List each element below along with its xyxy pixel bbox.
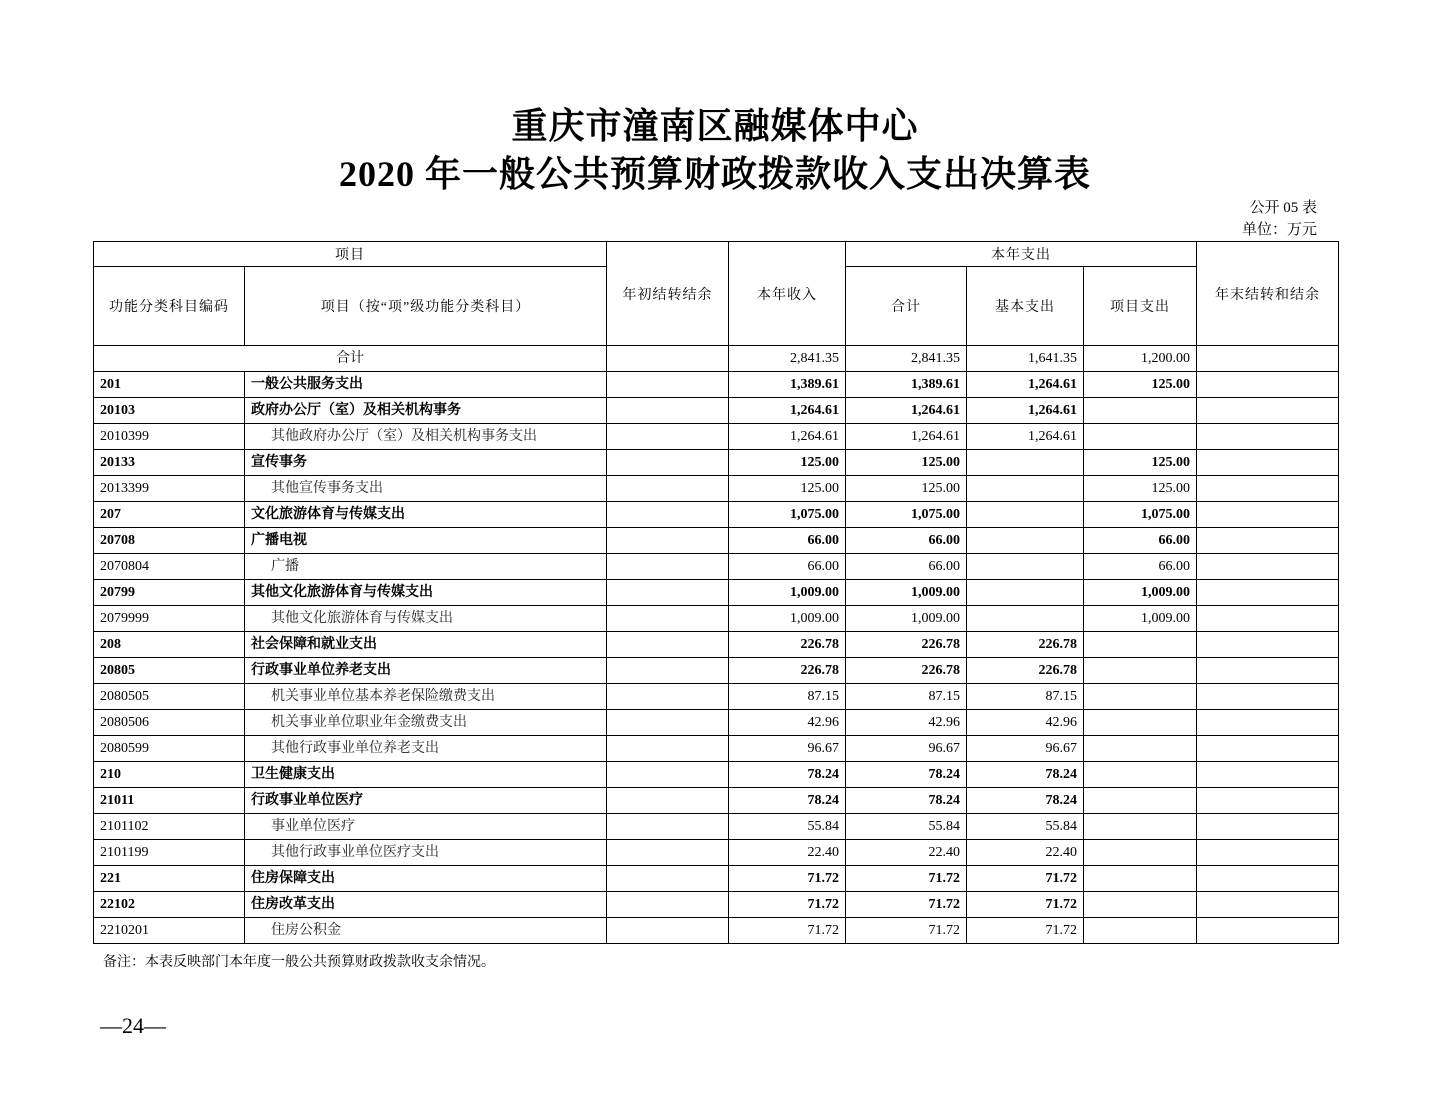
row-name: 宣传事务 <box>245 450 607 476</box>
total-label: 合计 <box>94 346 607 372</box>
row-income: 66.00 <box>729 528 846 554</box>
row-expense-basic: 71.72 <box>967 918 1084 944</box>
row-name: 行政事业单位医疗 <box>245 788 607 814</box>
row-opening <box>607 710 729 736</box>
total-opening <box>607 346 729 372</box>
row-name: 行政事业单位养老支出 <box>245 658 607 684</box>
row-opening <box>607 658 729 684</box>
row-name: 广播 <box>245 554 607 580</box>
header-project: 项目 <box>94 242 607 267</box>
row-name: 卫生健康支出 <box>245 762 607 788</box>
row-income: 71.72 <box>729 866 846 892</box>
row-opening <box>607 840 729 866</box>
row-name: 政府办公厅（室）及相关机构事务 <box>245 398 607 424</box>
total-closing <box>1197 346 1339 372</box>
row-closing <box>1197 710 1339 736</box>
row-expense-total: 1,389.61 <box>846 372 967 398</box>
row-income: 71.72 <box>729 918 846 944</box>
row-expense-basic <box>967 554 1084 580</box>
row-expense-project <box>1084 840 1197 866</box>
row-code: 21011 <box>94 788 245 814</box>
header-expense-total: 合计 <box>846 267 967 346</box>
row-expense-project <box>1084 892 1197 918</box>
header-closing-balance: 年末结转和结余 <box>1197 242 1339 346</box>
row-expense-total: 1,009.00 <box>846 606 967 632</box>
row-code: 20805 <box>94 658 245 684</box>
row-opening <box>607 398 729 424</box>
row-closing <box>1197 502 1339 528</box>
row-code: 207 <box>94 502 245 528</box>
row-expense-basic: 87.15 <box>967 684 1084 710</box>
header-opening-balance: 年初结转结余 <box>607 242 729 346</box>
table-row <box>94 736 1339 762</box>
row-expense-total: 66.00 <box>846 554 967 580</box>
row-expense-project <box>1084 814 1197 840</box>
row-income: 1,009.00 <box>729 580 846 606</box>
row-expense-basic: 71.72 <box>967 892 1084 918</box>
header-name: 项目（按“项”级功能分类科目） <box>245 267 607 346</box>
row-code: 20133 <box>94 450 245 476</box>
row-expense-total: 226.78 <box>846 632 967 658</box>
row-expense-total: 87.15 <box>846 684 967 710</box>
row-code: 20708 <box>94 528 245 554</box>
row-opening <box>607 372 729 398</box>
row-opening <box>607 632 729 658</box>
row-closing <box>1197 788 1339 814</box>
row-code: 2079999 <box>94 606 245 632</box>
row-name: 其他政府办公厅（室）及相关机构事务支出 <box>245 424 607 450</box>
table-row <box>94 658 1339 684</box>
row-expense-basic: 22.40 <box>967 840 1084 866</box>
row-expense-basic: 1,264.61 <box>967 424 1084 450</box>
row-closing <box>1197 372 1339 398</box>
total-expense-project: 1,200.00 <box>1084 346 1197 372</box>
table-row <box>94 632 1339 658</box>
row-name: 社会保障和就业支出 <box>245 632 607 658</box>
table-row <box>94 398 1339 424</box>
row-expense-total: 22.40 <box>846 840 967 866</box>
row-expense-basic: 1,264.61 <box>967 372 1084 398</box>
row-expense-project <box>1084 658 1197 684</box>
table-row <box>94 684 1339 710</box>
row-opening <box>607 528 729 554</box>
row-income: 78.24 <box>729 762 846 788</box>
row-expense-basic: 226.78 <box>967 658 1084 684</box>
row-expense-total: 71.72 <box>846 892 967 918</box>
row-expense-project <box>1084 866 1197 892</box>
row-closing <box>1197 528 1339 554</box>
row-expense-project: 1,009.00 <box>1084 606 1197 632</box>
row-name: 机关事业单位基本养老保险缴费支出 <box>245 684 607 710</box>
row-opening <box>607 736 729 762</box>
form-number: 公开 05 表 <box>1249 200 1317 216</box>
row-closing <box>1197 632 1339 658</box>
row-closing <box>1197 866 1339 892</box>
row-expense-project <box>1084 736 1197 762</box>
row-expense-basic <box>967 528 1084 554</box>
table-row <box>94 554 1339 580</box>
row-code: 20103 <box>94 398 245 424</box>
table-row <box>94 502 1339 528</box>
row-expense-total: 71.72 <box>846 918 967 944</box>
row-closing <box>1197 762 1339 788</box>
table-row <box>94 892 1339 918</box>
row-expense-project: 1,009.00 <box>1084 580 1197 606</box>
row-code: 2080505 <box>94 684 245 710</box>
row-opening <box>607 866 729 892</box>
row-name: 住房改革支出 <box>245 892 607 918</box>
row-expense-project: 66.00 <box>1084 554 1197 580</box>
row-expense-basic: 78.24 <box>967 762 1084 788</box>
table-row <box>94 372 1339 398</box>
header-code: 功能分类科目编码 <box>94 267 245 346</box>
footnote: 备注：本表反映部门本年度一般公共预算财政拨款收支余情况。 <box>103 955 495 970</box>
row-expense-project: 66.00 <box>1084 528 1197 554</box>
row-opening <box>607 554 729 580</box>
row-income: 42.96 <box>729 710 846 736</box>
row-income: 1,389.61 <box>729 372 846 398</box>
table-row <box>94 476 1339 502</box>
table-row <box>94 840 1339 866</box>
row-closing <box>1197 736 1339 762</box>
row-expense-total: 78.24 <box>846 788 967 814</box>
row-expense-project <box>1084 424 1197 450</box>
row-code: 2101199 <box>94 840 245 866</box>
budget-table <box>93 241 1339 944</box>
row-closing <box>1197 398 1339 424</box>
row-income: 78.24 <box>729 788 846 814</box>
row-expense-basic: 55.84 <box>967 814 1084 840</box>
table-row <box>94 866 1339 892</box>
row-income: 22.40 <box>729 840 846 866</box>
row-income: 87.15 <box>729 684 846 710</box>
row-expense-project <box>1084 710 1197 736</box>
row-opening <box>607 424 729 450</box>
row-income: 1,009.00 <box>729 606 846 632</box>
table-row <box>94 788 1339 814</box>
row-expense-project <box>1084 788 1197 814</box>
row-expense-basic: 226.78 <box>967 632 1084 658</box>
row-expense-basic: 78.24 <box>967 788 1084 814</box>
row-code: 20799 <box>94 580 245 606</box>
row-code: 208 <box>94 632 245 658</box>
row-closing <box>1197 918 1339 944</box>
row-code: 2101102 <box>94 814 245 840</box>
row-expense-project: 1,075.00 <box>1084 502 1197 528</box>
row-expense-project <box>1084 398 1197 424</box>
row-name: 其他行政事业单位医疗支出 <box>245 840 607 866</box>
row-income: 1,264.61 <box>729 398 846 424</box>
row-closing <box>1197 606 1339 632</box>
row-expense-total: 1,009.00 <box>846 580 967 606</box>
row-expense-total: 1,264.61 <box>846 398 967 424</box>
row-expense-total: 226.78 <box>846 658 967 684</box>
row-code: 2013399 <box>94 476 245 502</box>
table-row <box>94 606 1339 632</box>
row-opening <box>607 892 729 918</box>
row-expense-project: 125.00 <box>1084 372 1197 398</box>
row-name: 其他行政事业单位养老支出 <box>245 736 607 762</box>
row-income: 125.00 <box>729 450 846 476</box>
row-expense-project <box>1084 632 1197 658</box>
row-expense-total: 1,264.61 <box>846 424 967 450</box>
row-name: 住房保障支出 <box>245 866 607 892</box>
row-closing <box>1197 892 1339 918</box>
header-expense-project: 项目支出 <box>1084 267 1197 346</box>
row-code: 221 <box>94 866 245 892</box>
row-code: 2080599 <box>94 736 245 762</box>
row-opening <box>607 476 729 502</box>
row-expense-total: 66.00 <box>846 528 967 554</box>
row-expense-project <box>1084 762 1197 788</box>
row-income: 226.78 <box>729 632 846 658</box>
row-opening <box>607 502 729 528</box>
row-expense-total: 125.00 <box>846 450 967 476</box>
row-income: 226.78 <box>729 658 846 684</box>
row-expense-basic: 42.96 <box>967 710 1084 736</box>
row-expense-total: 42.96 <box>846 710 967 736</box>
row-expense-total: 96.67 <box>846 736 967 762</box>
row-name: 机关事业单位职业年金缴费支出 <box>245 710 607 736</box>
header-expense-basic: 基本支出 <box>967 267 1084 346</box>
total-income: 2,841.35 <box>729 346 846 372</box>
document-title-line2: 2020 年一般公共预算财政拨款收入支出决算表 <box>338 154 1091 194</box>
row-code: 2010399 <box>94 424 245 450</box>
row-expense-basic <box>967 580 1084 606</box>
unit-label: 单位：万元 <box>1241 222 1317 238</box>
total-expense-basic: 1,641.35 <box>967 346 1084 372</box>
row-expense-project: 125.00 <box>1084 450 1197 476</box>
row-expense-basic: 96.67 <box>967 736 1084 762</box>
row-code: 2070804 <box>94 554 245 580</box>
row-closing <box>1197 450 1339 476</box>
table-row <box>94 762 1339 788</box>
document-title-line1: 重庆市潼南区融媒体中心 <box>511 106 919 146</box>
row-opening <box>607 606 729 632</box>
row-expense-basic <box>967 606 1084 632</box>
row-closing <box>1197 814 1339 840</box>
row-expense-total: 55.84 <box>846 814 967 840</box>
row-expense-project: 125.00 <box>1084 476 1197 502</box>
row-opening <box>607 762 729 788</box>
row-opening <box>607 788 729 814</box>
row-expense-basic <box>967 502 1084 528</box>
row-expense-total: 1,075.00 <box>846 502 967 528</box>
row-income: 71.72 <box>729 892 846 918</box>
header-expense: 本年支出 <box>846 242 1197 267</box>
row-income: 55.84 <box>729 814 846 840</box>
row-code: 201 <box>94 372 245 398</box>
row-expense-total: 71.72 <box>846 866 967 892</box>
row-closing <box>1197 554 1339 580</box>
row-name: 其他文化旅游体育与传媒支出 <box>245 606 607 632</box>
row-income: 1,264.61 <box>729 424 846 450</box>
row-closing <box>1197 840 1339 866</box>
table-row <box>94 710 1339 736</box>
row-code: 210 <box>94 762 245 788</box>
row-expense-basic <box>967 476 1084 502</box>
row-name: 文化旅游体育与传媒支出 <box>245 502 607 528</box>
row-code: 22102 <box>94 892 245 918</box>
row-expense-basic <box>967 450 1084 476</box>
row-expense-project <box>1084 918 1197 944</box>
table-row <box>94 450 1339 476</box>
total-expense-total: 2,841.35 <box>846 346 967 372</box>
row-expense-project <box>1084 684 1197 710</box>
total-row <box>94 346 1339 372</box>
row-expense-basic: 71.72 <box>967 866 1084 892</box>
row-opening <box>607 450 729 476</box>
row-opening <box>607 918 729 944</box>
row-opening <box>607 814 729 840</box>
row-closing <box>1197 580 1339 606</box>
table-row <box>94 528 1339 554</box>
row-income: 1,075.00 <box>729 502 846 528</box>
row-opening <box>607 580 729 606</box>
page-number: —24— <box>100 1013 166 1038</box>
row-expense-total: 125.00 <box>846 476 967 502</box>
row-closing <box>1197 658 1339 684</box>
row-name: 其他宣传事务支出 <box>245 476 607 502</box>
row-closing <box>1197 476 1339 502</box>
row-expense-total: 78.24 <box>846 762 967 788</box>
row-name: 广播电视 <box>245 528 607 554</box>
row-name: 住房公积金 <box>245 918 607 944</box>
row-income: 66.00 <box>729 554 846 580</box>
row-code: 2080506 <box>94 710 245 736</box>
table-row <box>94 424 1339 450</box>
row-income: 96.67 <box>729 736 846 762</box>
row-opening <box>607 684 729 710</box>
row-name: 其他文化旅游体育与传媒支出 <box>245 580 607 606</box>
table-row <box>94 918 1339 944</box>
row-name: 事业单位医疗 <box>245 814 607 840</box>
row-income: 125.00 <box>729 476 846 502</box>
header-income: 本年收入 <box>729 242 846 346</box>
row-name: 一般公共服务支出 <box>245 372 607 398</box>
row-expense-basic: 1,264.61 <box>967 398 1084 424</box>
row-code: 2210201 <box>94 918 245 944</box>
row-closing <box>1197 424 1339 450</box>
table-row <box>94 580 1339 606</box>
row-closing <box>1197 684 1339 710</box>
table-row <box>94 814 1339 840</box>
